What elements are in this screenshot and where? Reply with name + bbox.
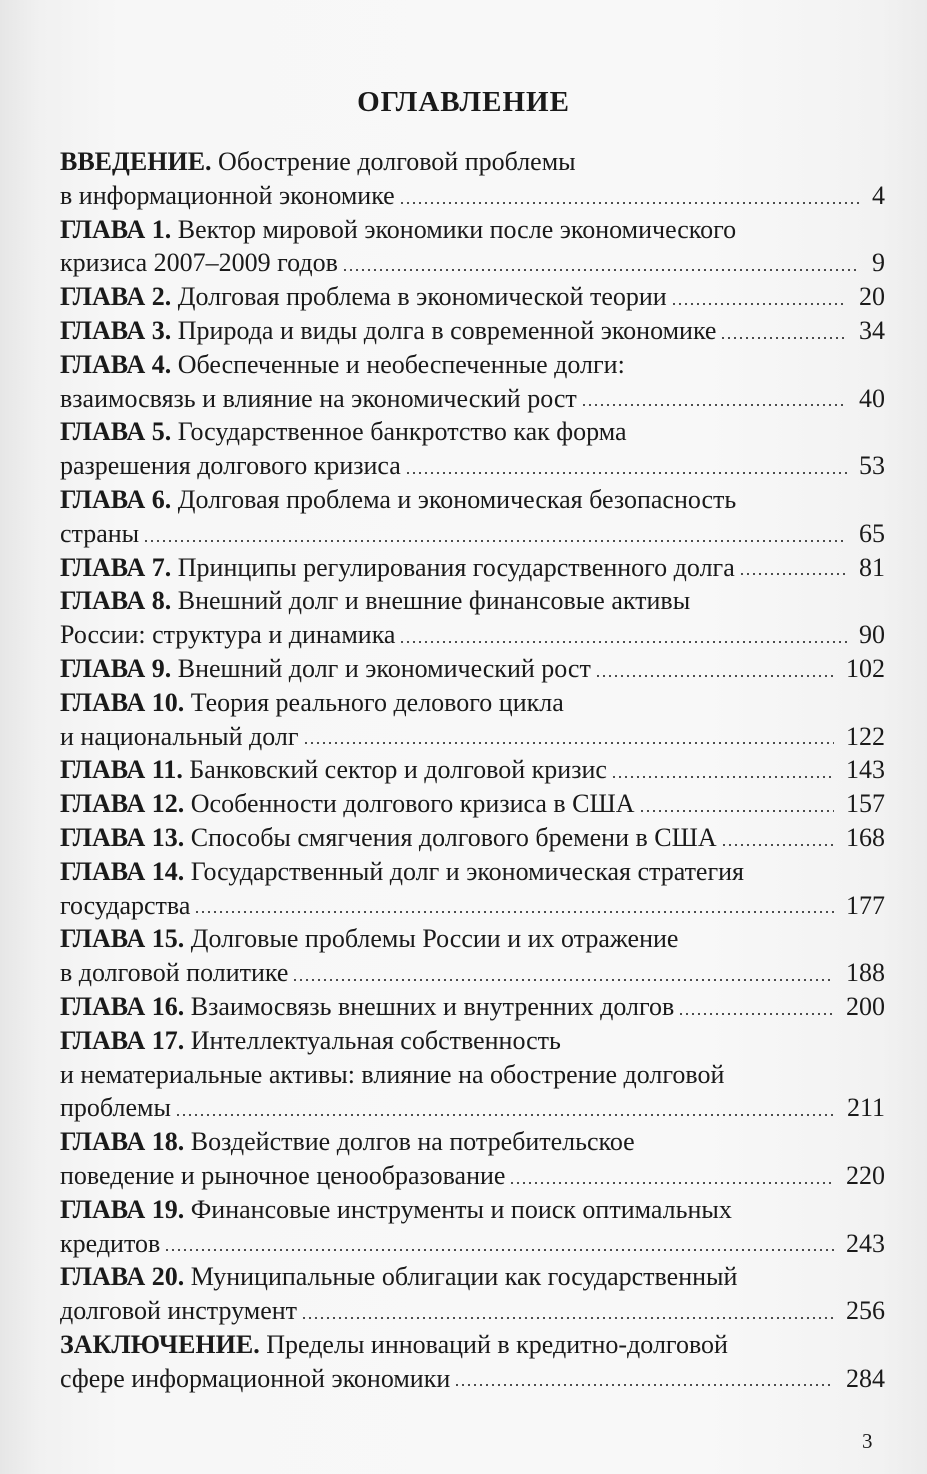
dot-leader — [399, 641, 847, 643]
toc-page-number: 4 — [872, 180, 885, 210]
toc-entry-label: ГЛАВА 5. — [60, 417, 172, 447]
toc-page-number: 9 — [872, 248, 885, 278]
toc-entry-line — [60, 584, 885, 618]
toc-entry-title: взаимосвязь и влияние на экономический рост — [60, 383, 577, 413]
toc-page-number: 143 — [846, 755, 885, 785]
dot-leader — [405, 472, 847, 474]
toc-entry — [60, 787, 885, 821]
toc-page-number: 256 — [846, 1296, 885, 1326]
toc-entry-text — [60, 1161, 505, 1190]
toc-entry — [60, 1125, 885, 1193]
toc-entry-line — [60, 517, 885, 551]
toc-entry-text — [60, 1026, 561, 1055]
dot-leader — [342, 269, 860, 271]
toc-entry-label: ГЛАВА 6. — [60, 484, 172, 514]
toc-entry-text — [60, 147, 576, 176]
toc-entry-text — [60, 1127, 635, 1156]
toc-entry-title: поведение и рыночное ценообразование — [60, 1160, 506, 1190]
toc-entry-title: Теория реального делового цикла — [190, 687, 564, 717]
toc-entry — [60, 348, 885, 416]
toc-entry-title: Государственный долг и экономическая стратегия — [190, 856, 745, 886]
toc-entry-line — [60, 855, 885, 889]
dot-leader — [721, 844, 834, 846]
toc-entry-line — [60, 246, 885, 280]
toc-entry — [60, 213, 885, 281]
toc-entry-title: Особенности долгового кризиса в США — [190, 789, 635, 819]
toc-entry-line — [60, 551, 885, 585]
toc-entry-text — [60, 350, 625, 379]
toc-entry-label: ГЛАВА 9. — [60, 653, 172, 683]
contents-title: ОГЛАВЛЕНИЕ — [357, 86, 570, 118]
toc-entry-line — [60, 889, 885, 923]
toc-entry-title: Взаимосвязь внешних и внутренних долгов — [190, 991, 675, 1021]
toc-entry — [60, 584, 885, 652]
toc-entry-text — [60, 992, 674, 1021]
toc-page-number: 40 — [859, 383, 885, 413]
toc-entry-line — [60, 686, 885, 720]
toc-entry-text — [60, 654, 591, 683]
toc-entry-title: Долговая проблема и экономическая безопасность — [177, 484, 737, 514]
toc-entry-title: кризиса 2007–2009 годов — [60, 248, 338, 278]
toc-entry-text — [60, 789, 635, 818]
toc-page-number: 243 — [846, 1228, 885, 1258]
toc-entry-title: Пределы инноваций в кредитно-долговой — [266, 1329, 728, 1359]
toc-entry-title: проблемы — [60, 1093, 171, 1123]
toc-page-number: 90 — [859, 620, 885, 650]
dot-leader — [611, 776, 834, 778]
toc-entry-line — [60, 1193, 885, 1227]
toc-entry — [60, 1260, 885, 1328]
toc-entry-text — [60, 958, 288, 987]
toc-entry — [60, 551, 885, 585]
toc-entry-title: в долговой политике — [60, 958, 289, 988]
toc-entry-line — [60, 314, 885, 348]
toc-entry-title: в информационной экономике — [60, 180, 395, 210]
toc-entry-title: Природа и виды долга в современной экономике — [177, 315, 717, 345]
toc-entry-line — [60, 1294, 885, 1328]
toc-entry-label: ГЛАВА 18. — [60, 1127, 185, 1157]
toc-page-number: 200 — [846, 991, 885, 1021]
toc-entry — [60, 1328, 885, 1396]
toc-page-number: 102 — [846, 653, 885, 683]
toc-entry-label: ГЛАВА 2. — [60, 282, 172, 312]
toc-entry-title: Обострение долговой проблемы — [218, 147, 576, 176]
dot-leader — [581, 404, 847, 406]
toc-page-number: 20 — [859, 282, 885, 312]
toc-page-number: 177 — [846, 890, 885, 920]
dot-leader — [175, 1114, 835, 1116]
toc-entry-line — [60, 145, 885, 179]
toc-entry-line — [60, 922, 885, 956]
toc-entry-text — [60, 755, 607, 784]
toc-entry-title: государства — [60, 890, 191, 920]
toc-entry-label: ГЛАВА 14. — [60, 856, 185, 886]
toc-page-number: 188 — [846, 958, 885, 988]
toc-entry-line — [60, 753, 885, 787]
toc-entry-text — [60, 1364, 450, 1393]
toc-entry-title: Внешний долг и внешние финансовые активы — [177, 586, 691, 616]
toc-entry-label: ГЛАВА 15. — [60, 924, 185, 954]
toc-entry-line — [60, 1362, 885, 1396]
dot-leader — [671, 303, 847, 305]
toc-entry-text — [60, 823, 717, 852]
toc-entry-line — [60, 956, 885, 990]
toc-entry-text — [60, 316, 716, 345]
toc-entry-title: долговой инструмент — [60, 1296, 298, 1326]
toc-entry — [60, 821, 885, 855]
toc-entry — [60, 753, 885, 787]
toc-entry-title: Финансовые инструменты и поиск оптимальных — [190, 1194, 732, 1224]
toc-entry-text — [60, 620, 395, 649]
toc-entry-title: Интеллектуальная собственность — [190, 1025, 561, 1055]
toc-page-number: 34 — [859, 315, 885, 345]
toc-entry-label: ГЛАВА 1. — [60, 214, 172, 244]
toc-page-number: 211 — [846, 1093, 885, 1123]
toc-entry-title: и нематериальные активы: влияние на обострение долговой — [60, 1059, 725, 1089]
toc-entry — [60, 280, 885, 314]
toc-page-number: 220 — [846, 1160, 885, 1190]
toc-entry-title: сфере информационной экономики — [60, 1363, 451, 1393]
toc-entry-line — [60, 720, 885, 754]
toc-entry-text — [60, 857, 744, 886]
toc-entry-title: кредитов — [60, 1228, 161, 1258]
toc-entry — [60, 1024, 885, 1125]
dot-leader — [301, 1317, 834, 1319]
toc-entry-line — [60, 213, 885, 247]
toc-entry — [60, 990, 885, 1024]
dot-leader — [595, 675, 834, 677]
toc-entry-line — [60, 1227, 885, 1261]
toc-entry-label: ГЛАВА 17. — [60, 1025, 185, 1055]
dot-leader — [509, 1182, 834, 1184]
toc-entry — [60, 686, 885, 754]
toc-entry-line — [60, 415, 885, 449]
toc-entry-line — [60, 1058, 885, 1092]
toc-entry — [60, 1193, 885, 1261]
dot-leader — [720, 337, 847, 339]
toc-entry-label: ГЛАВА 4. — [60, 349, 172, 379]
toc-entry-title: Государственное банкротство как форма — [177, 417, 627, 447]
toc-entry-line — [60, 821, 885, 855]
dot-leader — [639, 810, 834, 812]
table-of-contents — [60, 145, 885, 1395]
dot-leader — [303, 742, 834, 744]
toc-entry-title: Внешний долг и экономический рост — [177, 653, 591, 683]
toc-entry-text — [60, 1195, 732, 1224]
dot-leader — [739, 573, 847, 575]
toc-entry-line — [60, 483, 885, 517]
toc-entry-label: ГЛАВА 16. — [60, 991, 185, 1021]
toc-entry-line — [60, 990, 885, 1024]
toc-page-number: 53 — [859, 451, 885, 481]
toc-entry-line — [60, 1159, 885, 1193]
toc-page-number: 122 — [846, 721, 885, 751]
toc-entry-label: ЗАКЛЮЧЕНИЕ. — [60, 1329, 260, 1359]
toc-entry — [60, 483, 885, 551]
toc-entry-title: Воздействие долгов на потребительское — [190, 1127, 635, 1157]
toc-entry-text — [60, 282, 667, 311]
toc-entry-label: ГЛАВА 7. — [60, 552, 172, 582]
toc-entry-text — [60, 1060, 724, 1089]
toc-entry-line — [60, 618, 885, 652]
toc-entry-title: Принципы регулирования государственного долга — [177, 552, 735, 582]
toc-entry-title: Вектор мировой экономики после экономического — [177, 214, 737, 244]
toc-entry — [60, 314, 885, 348]
toc-entry — [60, 415, 885, 483]
dot-leader — [399, 202, 860, 204]
toc-entry-text — [60, 553, 735, 582]
toc-entry-title: Банковский сектор и долговой кризис — [189, 755, 607, 785]
toc-entry-label: ГЛАВА 19. — [60, 1194, 185, 1224]
toc-entry — [60, 855, 885, 923]
dot-leader — [292, 979, 834, 981]
toc-page-number: 81 — [859, 552, 885, 582]
toc-entry-label: ГЛАВА 12. — [60, 789, 185, 819]
toc-entry-line — [60, 1328, 885, 1362]
toc-entry-title: Муниципальные облигации как государственный — [190, 1262, 738, 1292]
toc-page-number: 65 — [859, 518, 885, 548]
dot-leader — [678, 1013, 834, 1015]
toc-entry-line — [60, 1125, 885, 1159]
toc-entry-text — [60, 485, 736, 514]
toc-entry-line — [60, 179, 885, 213]
toc-entry-title: Обеспеченные и необеспеченные долги: — [177, 349, 625, 379]
toc-entry-text — [60, 924, 678, 953]
toc-entry-label: ГЛАВА 13. — [60, 822, 185, 852]
toc-entry-text — [60, 384, 577, 413]
toc-page-number: 157 — [846, 789, 885, 819]
toc-entry-text — [60, 688, 564, 717]
toc-page-number: 168 — [846, 822, 885, 852]
toc-entry-label: ГЛАВА 11. — [60, 755, 183, 785]
toc-entry-line — [60, 449, 885, 483]
page-number: 3 — [862, 1429, 873, 1453]
toc-entry-label: ГЛАВА 10. — [60, 687, 185, 717]
toc-entry-text — [60, 248, 338, 277]
toc-page-number: 284 — [846, 1363, 885, 1393]
toc-entry-title: Долговые проблемы России и их отражение — [190, 924, 679, 954]
toc-entry-line — [60, 1260, 885, 1294]
toc-entry-text — [60, 215, 736, 244]
toc-entry-text — [60, 181, 395, 210]
toc-entry — [60, 922, 885, 990]
toc-entry-line — [60, 348, 885, 382]
dot-leader — [194, 911, 834, 913]
toc-entry-line — [60, 787, 885, 821]
toc-entry-label: ГЛАВА 8. — [60, 586, 172, 616]
dot-leader — [143, 540, 847, 542]
toc-entry-line — [60, 1091, 885, 1125]
toc-entry-text — [60, 1296, 297, 1325]
dot-leader — [454, 1384, 834, 1386]
toc-entry-title: страны — [60, 518, 140, 548]
toc-entry-title: Способы смягчения долгового бремени в США — [190, 822, 717, 852]
toc-entry-text — [60, 1093, 171, 1122]
toc-entry-text — [60, 1330, 728, 1359]
toc-entry-line — [60, 280, 885, 314]
toc-entry-text — [60, 722, 299, 751]
toc-entry-text — [60, 1229, 160, 1258]
toc-entry-line — [60, 1024, 885, 1058]
toc-entry-label: ГЛАВА 3. — [60, 315, 172, 345]
toc-entry-title: разрешения долгового кризиса — [60, 451, 401, 481]
toc-entry-title: и национальный долг — [60, 721, 299, 751]
toc-entry-text — [60, 586, 690, 615]
toc-entry-label: ГЛАВА 20. — [60, 1262, 185, 1292]
toc-entry-text — [60, 417, 627, 446]
dot-leader — [164, 1249, 834, 1251]
toc-entry-title: Долговая проблема в экономической теории — [177, 282, 667, 312]
toc-entry-text — [60, 451, 401, 480]
toc-entry-line — [60, 652, 885, 686]
toc-entry-text — [60, 1262, 737, 1291]
toc-entry-text — [60, 891, 190, 920]
toc-entry — [60, 652, 885, 686]
toc-entry-label: ВВЕДЕНИЕ. — [60, 147, 212, 176]
toc-entry-text — [60, 519, 139, 548]
toc-entry — [60, 145, 885, 213]
toc-entry-title: России: структура и динамика — [60, 620, 396, 650]
toc-entry-line — [60, 382, 885, 416]
